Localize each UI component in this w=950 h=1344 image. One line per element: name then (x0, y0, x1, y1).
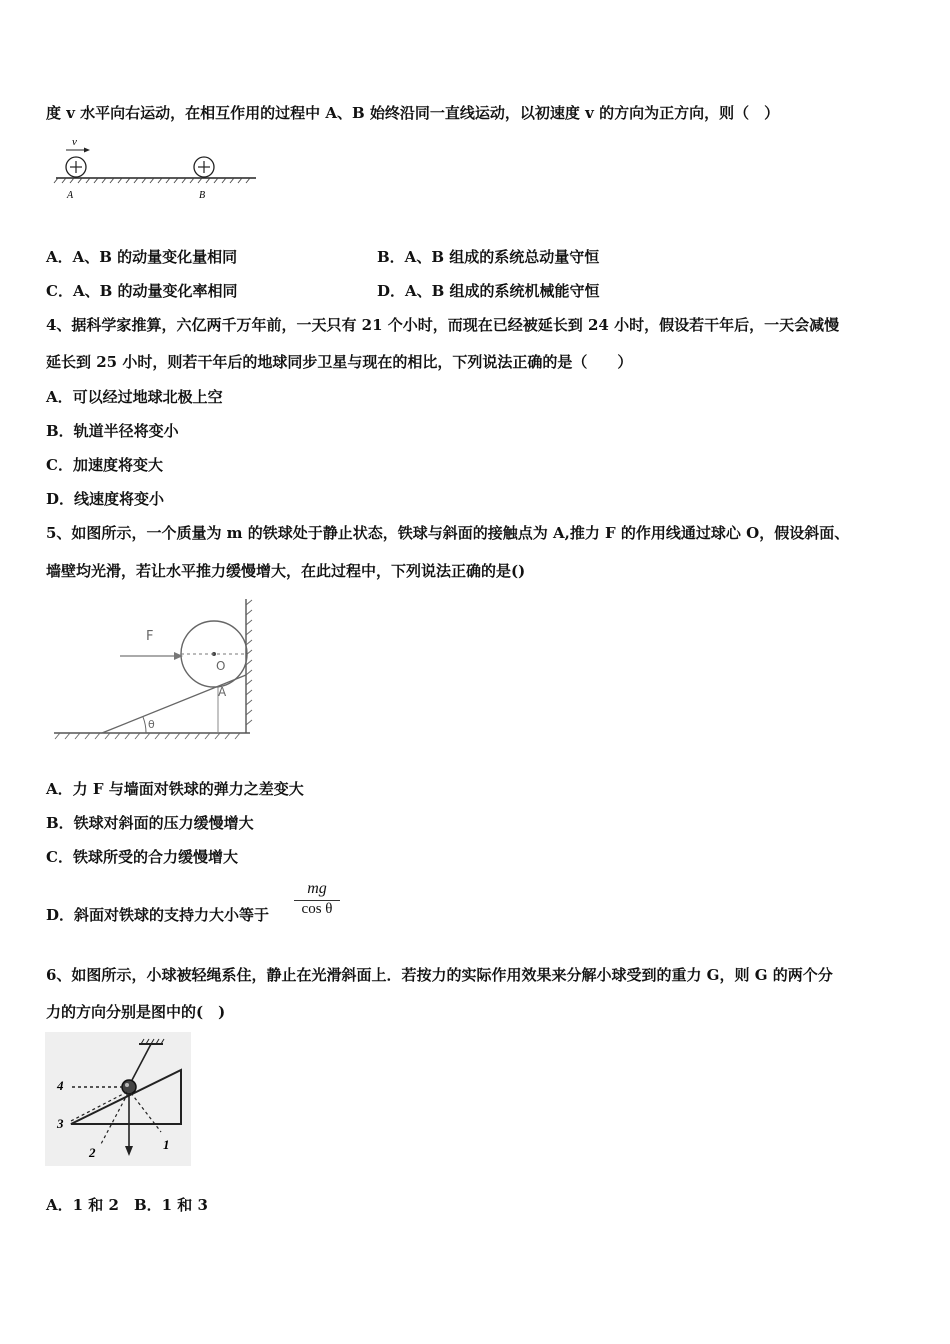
label-o: O (216, 659, 226, 673)
label-theta: θ (148, 718, 155, 731)
q4-option-c: C．加速度将变大 (46, 456, 163, 474)
q4-option-d: D．线速度将变小 (46, 490, 165, 508)
q5-option-c: C．铁球所受的合力缓慢增大 (46, 848, 238, 866)
fraction-numerator: mg (294, 880, 340, 901)
q4-option-b: B．轨道半径将变小 (46, 422, 179, 440)
q5-option-a: A．力 F 与墙面对铁球的弹力之差变大 (46, 780, 304, 798)
q5-stem-2: 墙壁均光滑，若让水平推力缓慢增大，在此过程中，下列说法正确的是() (46, 562, 526, 580)
q4-option-a: A．可以经过地球北极上空 (46, 388, 223, 406)
q5-option-d-fraction (294, 880, 340, 918)
label-f: F (146, 629, 154, 644)
q6-stem-1: 6、如图所示，小球被轻绳系住，静止在光滑斜面上．若按力的实际作用效果来分解小球受到的重力 G，则 G 的两个分 (46, 966, 833, 984)
q6-stem-2: 力的方向分别是图中的( ) (46, 1003, 226, 1021)
q6-figure (45, 1032, 191, 1166)
label-b: B (199, 190, 206, 201)
label-v: v (72, 136, 77, 148)
q3-option-d: D．A、B 组成的系统机械能守恒 (377, 282, 600, 300)
label-a: A (67, 190, 74, 201)
label-1: 1 (163, 1137, 170, 1152)
q3-figure (50, 132, 265, 204)
q4-stem-2: 延长到 25 小时，则若干年后的地球同步卫星与现在的相比，下列说法正确的是（ ） (46, 353, 633, 371)
label-4: 4 (57, 1078, 64, 1093)
q5-option-b: B．铁球对斜面的压力缓慢增大 (46, 814, 254, 832)
q3-stem: 度 v 水平向右运动，在相互作用的过程中 A、B 始终沿同一直线运动，以初速度 v 的方向为正方向，则（ ） (46, 104, 780, 122)
label-2: 2 (89, 1145, 96, 1160)
q6-options: A．1 和 2 B．1 和 3 (46, 1196, 208, 1214)
q5-stem-1: 5、如图所示，一个质量为 m 的铁球处于静止状态，铁球与斜面的接触点为 A,推力 F 的作用线通过球心 O，假设斜面、 (46, 524, 850, 542)
q5-figure (50, 595, 265, 745)
q3-option-a: A．A、B 的动量变化量相同 (46, 248, 238, 266)
small-ball (122, 1080, 136, 1094)
q4-stem-1: 4、据科学家推算，六亿两千万年前，一天只有 21 个小时，而现在已经被延长到 24 小时，假设若干年后，一天会减慢 (46, 316, 840, 334)
q3-option-b: B．A、B 组成的系统总动量守恒 (377, 248, 600, 266)
fraction-denominator: cos θ (301, 901, 333, 917)
q5-option-d: D．斜面对铁球的支持力大小等于 (46, 906, 270, 924)
label-3: 3 (57, 1116, 64, 1131)
q3-option-c: C．A、B 的动量变化率相同 (46, 282, 238, 300)
label-a: A (218, 685, 227, 699)
